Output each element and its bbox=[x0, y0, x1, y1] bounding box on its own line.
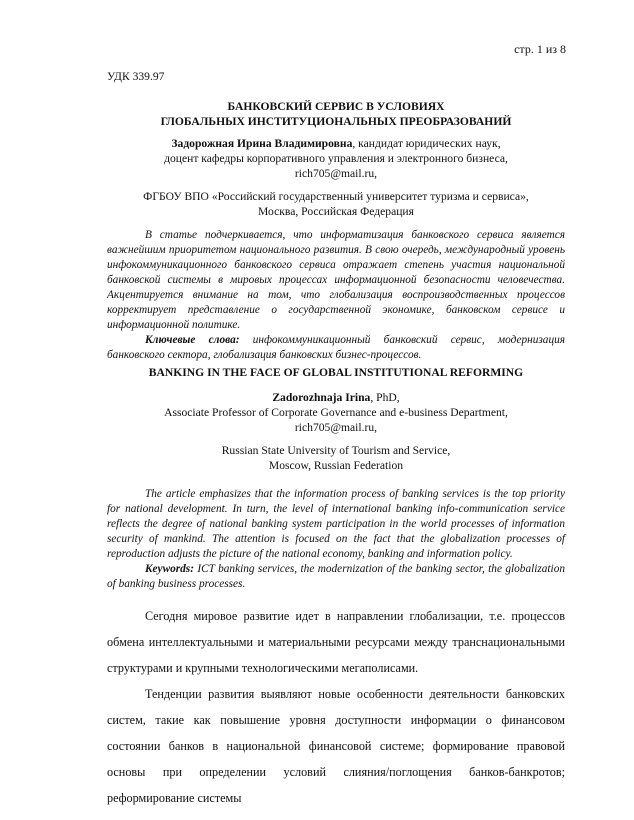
ru-org-line2: Москва, Российская Федерация bbox=[258, 205, 414, 218]
en-keywords-text: ICT banking services, the modernization of the banking sector, the globalization of banking business processes. bbox=[107, 563, 565, 590]
ru-title-line1: БАНКОВСКИЙ СЕРВИС В УСЛОВИЯХ bbox=[227, 100, 445, 113]
ru-keywords bbox=[107, 333, 565, 363]
en-keywords-label: Keywords: bbox=[145, 563, 194, 575]
en-abstract: The article emphasizes that the information process of banking services is the top priority for national development. In turn, the level of international banking info-communication service reflects the degree of national banking system participation in the world processes of information security of mankind. The attention is focused on the fact that the globalization processes of reproduction adjusts the picture of the national economy, banking and information policy. bbox=[107, 488, 565, 560]
ru-keywords-label: Ключевые слова: bbox=[145, 334, 240, 346]
en-title: BANKING IN THE FACE OF GLOBAL INSTITUTIONAL REFORMING bbox=[148, 366, 524, 379]
body-text-block bbox=[107, 603, 565, 811]
en-abstract-block bbox=[107, 487, 565, 592]
ru-keywords-text: инфокоммуникационный банковский сервис, модернизация банковского сектора, глобализация банковских бизнес-процессов. bbox=[107, 334, 565, 361]
en-keywords bbox=[107, 562, 565, 592]
ru-org-line1: ФГБОУ ВПО «Российский государственный университет туризма и сервиса», bbox=[143, 190, 529, 203]
en-org-line2: Moscow, Russian Federation bbox=[268, 459, 404, 472]
ru-title bbox=[107, 99, 565, 129]
en-author-email[interactable]: rich705@mail.ru, bbox=[294, 421, 378, 434]
ru-author-position: доцент кафедры корпоративного управления и электронного бизнеса, bbox=[164, 152, 508, 165]
ru-author-degree: , кандидат юридических наук, bbox=[352, 137, 501, 150]
en-author-block bbox=[107, 390, 565, 435]
body-paragraph-2: Тенденции развития выявляют новые особенности деятельности банковских систем, такие как повышение уровня доступности информации о финансовом состоянии банков в национальной финансовой системе; формирование правовой основы при определении условий слияния/поглощения банков-банкротов; реформирование системы bbox=[107, 687, 565, 805]
ru-author-email[interactable]: rich705@mail.ru, bbox=[294, 167, 378, 180]
body-paragraph-1: Сегодня мировое развитие идет в направлении глобализации, т.е. процессов обмена интеллектуальными и материальными ресурсами между транснациональными структурами и крупными технологическими мегаполисами. bbox=[107, 609, 565, 675]
ru-abstract-block bbox=[107, 228, 565, 363]
udk-code: УДК 339.97 bbox=[107, 70, 165, 83]
en-org-line1: Russian State University of Tourism and Service, bbox=[221, 444, 451, 457]
en-organization bbox=[107, 443, 565, 473]
ru-abstract: В статье подчеркивается, что информатизация банковского сервиса является важнейшим приоритетом национального развития. В свою очередь, международный уровень инфокоммуникационного банковского сервиса отражает степень участия национальной банковской системы в мировых процессах информационной безопасности человечества. Акцентируется внимание на том, что глобализация воспроизводственных процессов корректирует представление о государственной экономике, банковском сервисе и информационной политике. bbox=[107, 229, 565, 331]
en-author-degree: , PhD, bbox=[370, 391, 400, 404]
en-author-name: Zadorozhnaja Irina bbox=[272, 391, 371, 404]
en-author-position: Associate Professor of Corporate Governance and e-business Department, bbox=[164, 406, 508, 419]
ru-author-name: Задорожная Ирина Владимировна bbox=[171, 137, 353, 150]
ru-author-block bbox=[107, 136, 565, 181]
page-number: стр. 1 из 8 bbox=[514, 42, 566, 56]
ru-organization bbox=[107, 189, 565, 219]
ru-title-line2: ГЛОБАЛЬНЫХ ИНСТИТУЦИОНАЛЬНЫХ ПРЕОБРАЗОВАНИЙ bbox=[160, 115, 512, 128]
